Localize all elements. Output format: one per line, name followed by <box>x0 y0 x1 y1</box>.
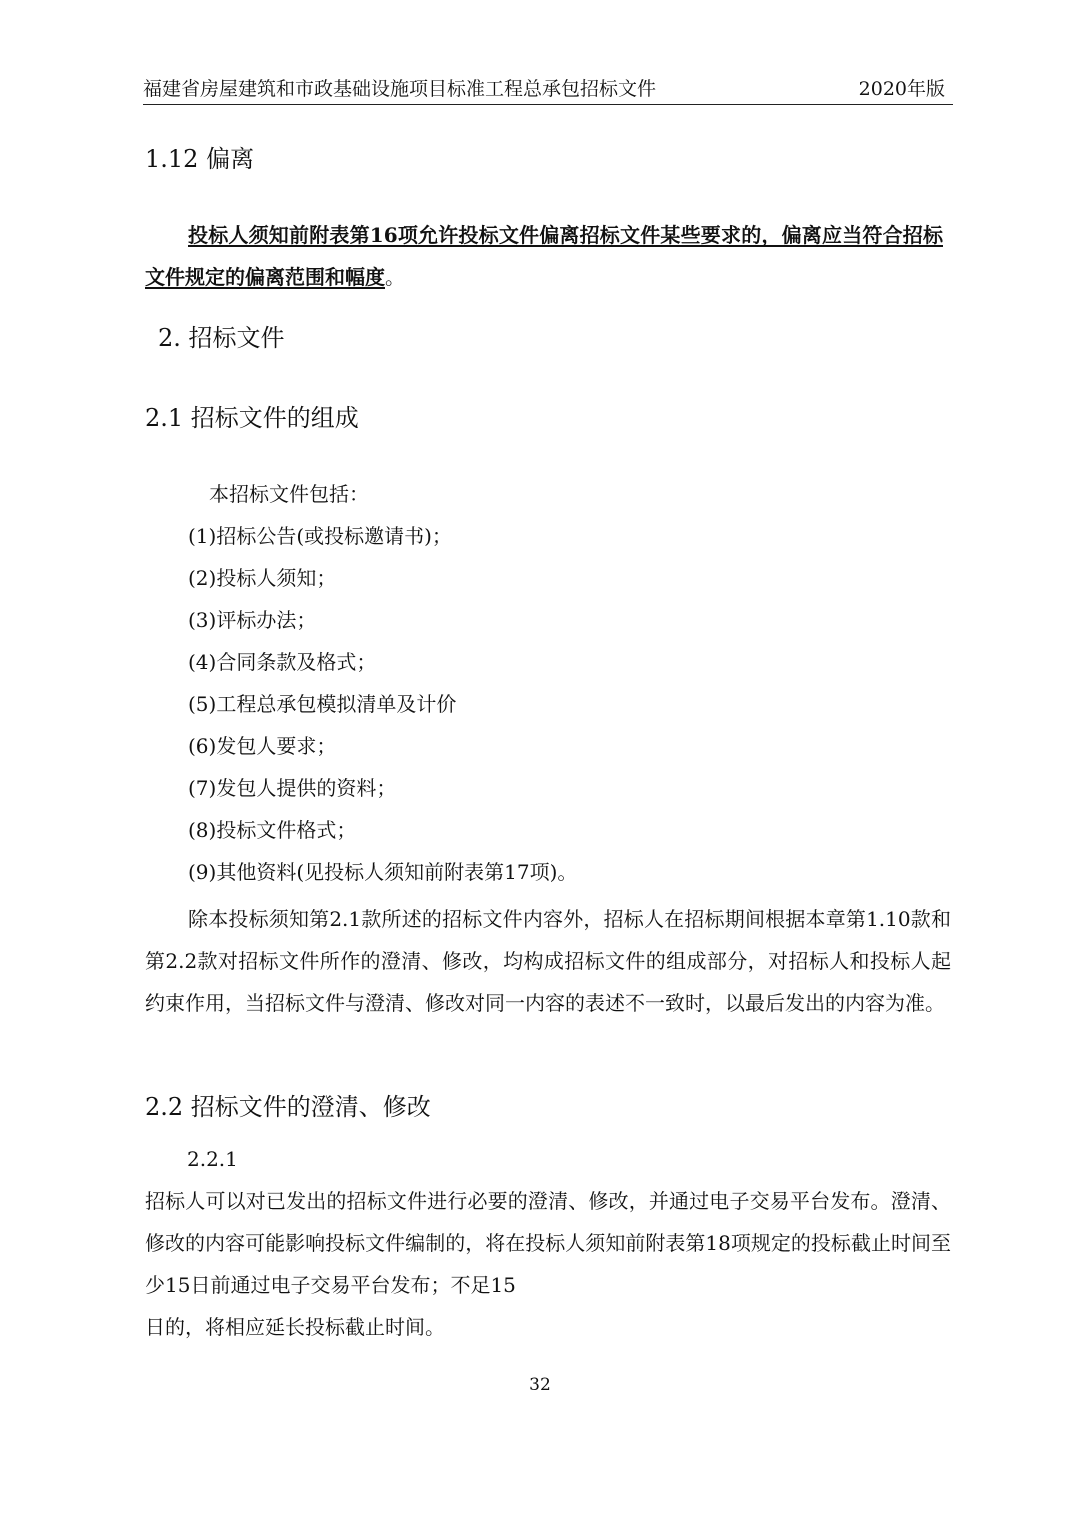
page-number: 32 <box>529 1375 551 1395</box>
heading-2-2: 2.2 招标文件的澄清、修改 <box>145 1093 431 1121</box>
heading-1-12: 1.12 偏离 <box>145 145 255 173</box>
composition-paragraph: 除本投标须知第2.1款所述的招标文件内容外，招标人在招标期间根据本章第1.10款和第2.2款对招标文件所作的澄清、修改，均构成招标文件的组成部分，对招标人和投标人起约束作用，当招标文件与澄清、修改对同一内容的表述不一致时，以最后发出的内容为准。 <box>145 907 951 1015</box>
deviation-suffix: 。 <box>385 265 405 289</box>
composition-intro: 本招标文件包括： <box>209 482 369 506</box>
clause-2-2-1-number: 2.2.1 <box>187 1147 238 1171</box>
list-item: (2)投标人须知； <box>188 566 337 590</box>
header-title: 福建省房屋建筑和市政基础设施项目标准工程总承包招标文件 <box>143 78 657 100</box>
page-header <box>143 74 953 105</box>
deviation-text: 投标人须知前附表第16项允许投标文件偏离招标文件某些要求的，偏离应当符合招标文件规定的偏离范围和幅度 <box>145 223 943 289</box>
list-item: (3)评标办法； <box>188 608 317 632</box>
list-item: (7)发包人提供的资料； <box>188 776 397 800</box>
clarification-paragraph: 招标人可以对已发出的招标文件进行必要的澄清、修改，并通过电子交易平台发布。澄清、修改的内容可能影响投标文件编制的，将在投标人须知前附表第18项规定的投标截止时间至少15日前通过电子交易平台发布；不足15 <box>145 1189 951 1297</box>
heading-2: 2. 招标文件 <box>158 324 285 352</box>
composition-list <box>188 515 577 893</box>
clarification-last-line: 日的，将相应延长投标截止时间。 <box>145 1315 445 1339</box>
list-item: (1)招标公告(或投标邀请书)； <box>188 524 452 548</box>
list-item: (9)其他资料(见投标人须知前附表第17项)。 <box>188 860 578 884</box>
heading-2-1: 2.1 招标文件的组成 <box>145 404 359 432</box>
list-item: (5)工程总承包模拟清单及计价 <box>188 692 457 716</box>
deviation-paragraph <box>145 214 943 298</box>
list-item: (8)投标文件格式； <box>188 818 357 842</box>
header-version: 2020年版 <box>858 78 945 100</box>
list-item: (6)发包人要求； <box>188 734 337 758</box>
list-item: (4)合同条款及格式； <box>188 650 377 674</box>
